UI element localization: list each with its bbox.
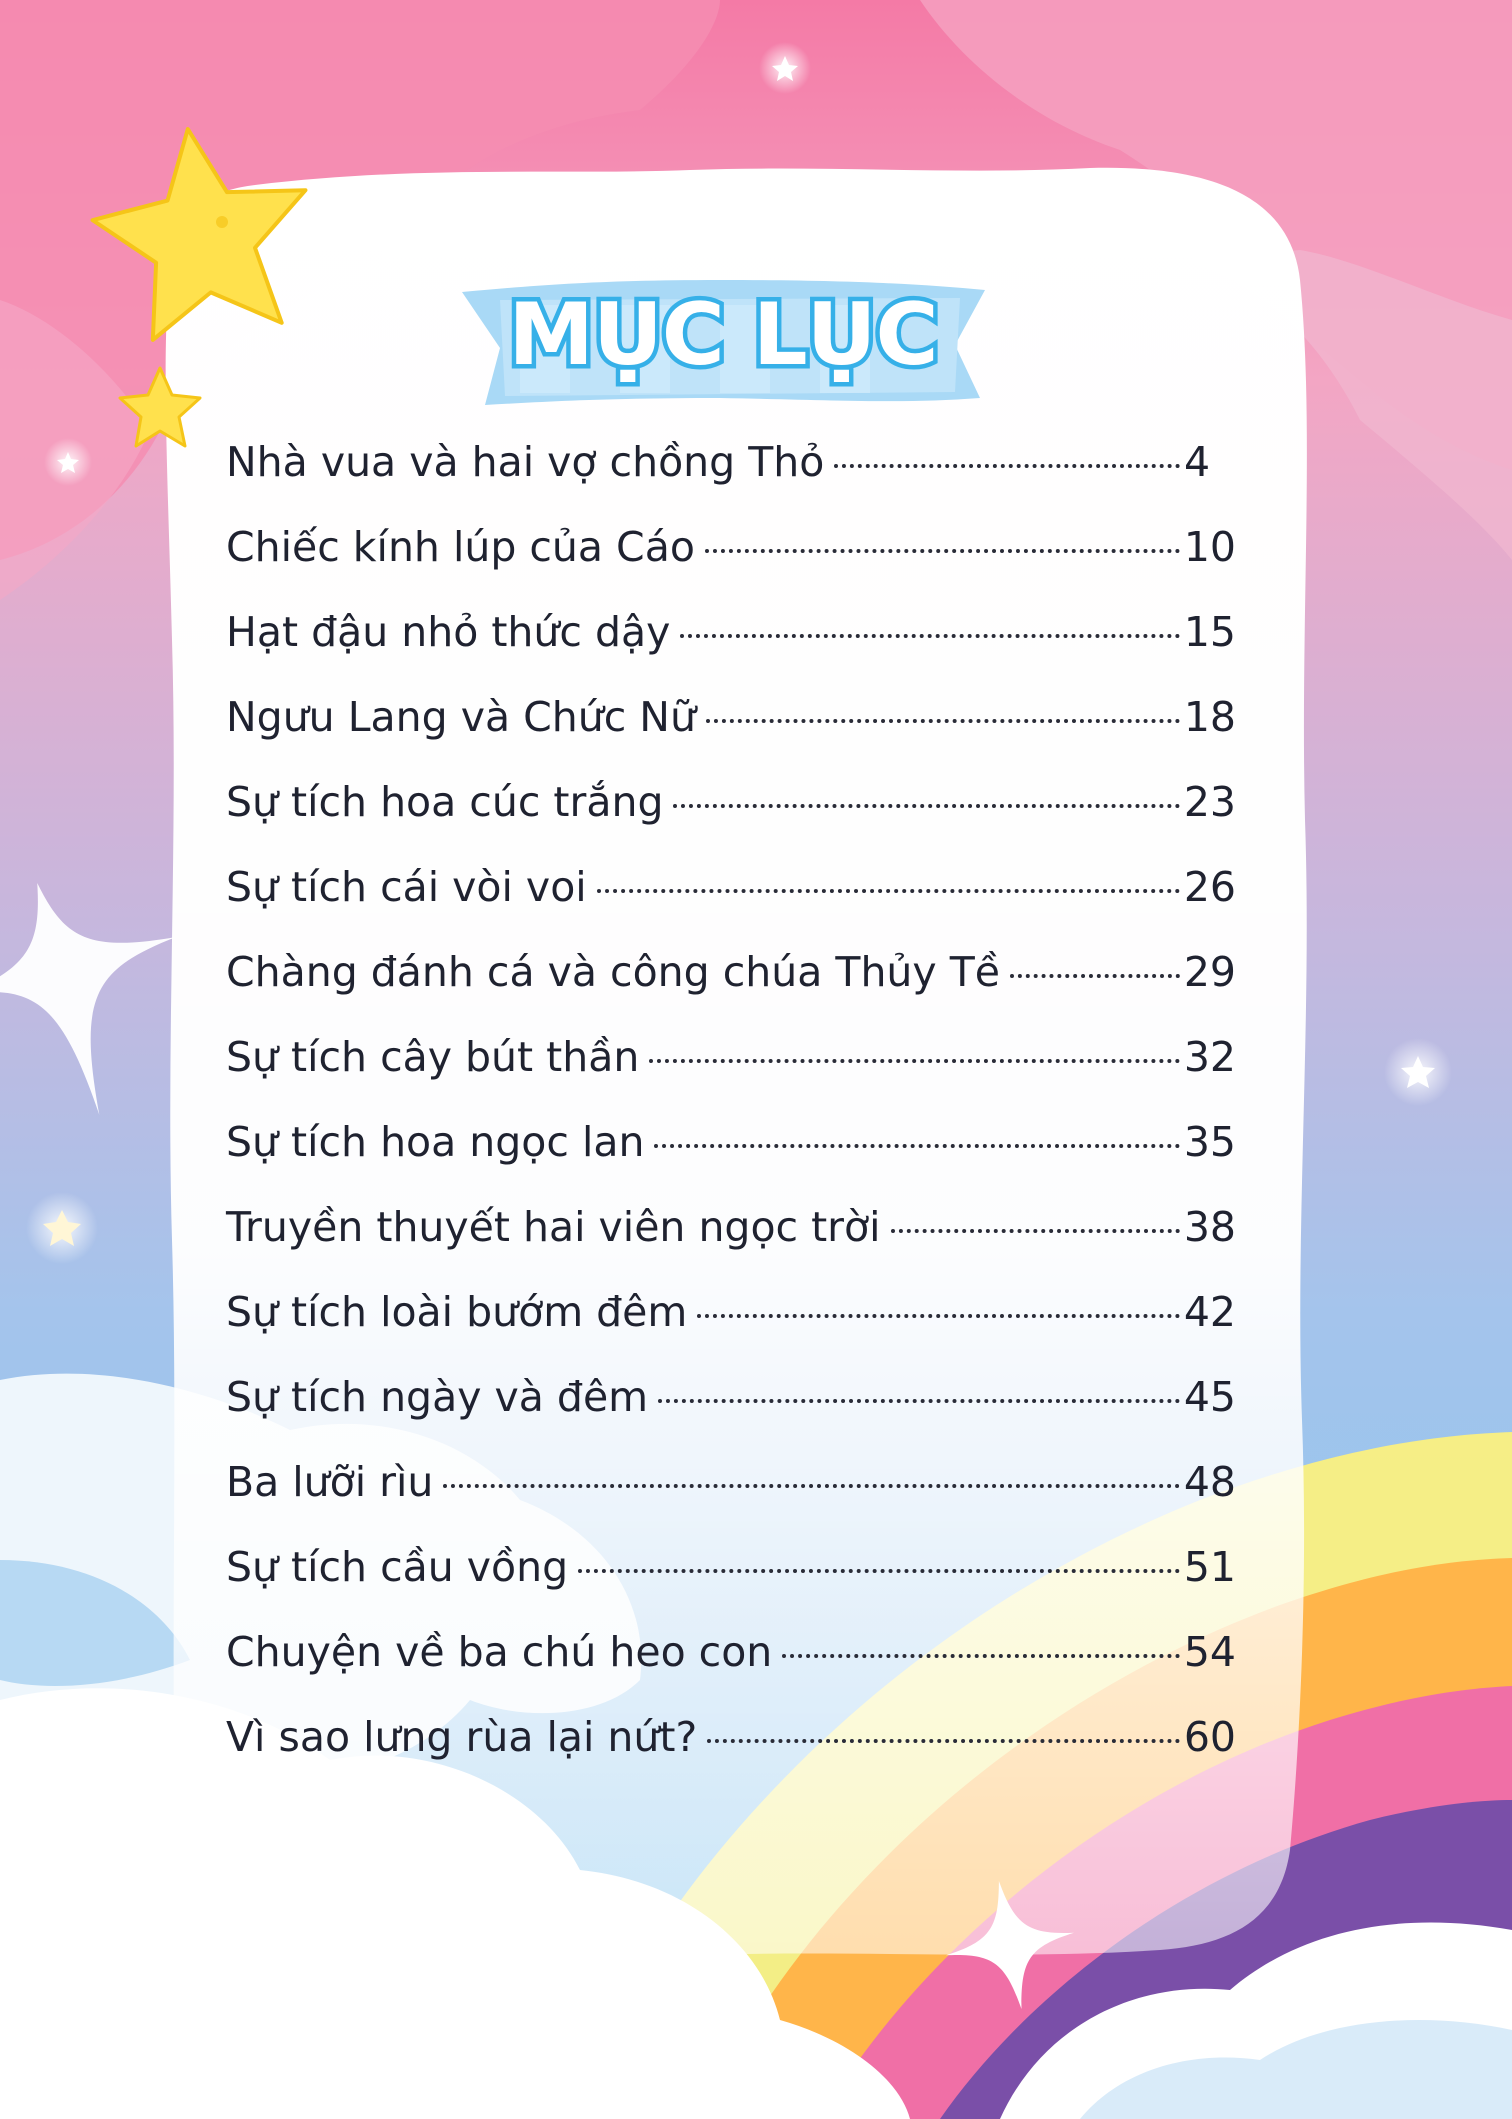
sparkle-icon bbox=[759, 42, 811, 94]
toc-entry-title: Ngưu Lang và Chức Nữ bbox=[226, 693, 696, 741]
toc-entry[interactable] bbox=[226, 1033, 1236, 1118]
toc-entry-title: Sự tích cây bút thần bbox=[226, 1033, 640, 1081]
toc-entry-title: Nhà vua và hai vợ chồng Thỏ bbox=[226, 438, 825, 486]
toc-entry-title: Chàng đánh cá và công chúa Thủy Tề bbox=[226, 948, 1000, 996]
dot-leader bbox=[782, 1654, 1180, 1658]
toc-entry-page-number: 4 bbox=[1184, 438, 1211, 486]
sparkle-icon bbox=[1384, 1038, 1452, 1106]
toc-entry-page-number: 32 bbox=[1183, 1033, 1236, 1081]
toc-entry-page-number: 23 bbox=[1183, 778, 1236, 826]
dot-leader bbox=[658, 1399, 1180, 1403]
dot-leader bbox=[597, 889, 1180, 893]
toc-entry[interactable] bbox=[226, 1458, 1236, 1543]
toc-entry-page-number: 54 bbox=[1183, 1628, 1236, 1676]
dot-leader bbox=[578, 1569, 1180, 1573]
dot-leader bbox=[834, 464, 1180, 468]
toc-entry-title: Sự tích loài bướm đêm bbox=[226, 1288, 688, 1336]
toc-entry-page-number: 48 bbox=[1183, 1458, 1236, 1506]
toc-entry[interactable] bbox=[226, 438, 1236, 523]
toc-entry-title: Truyền thuyết hai viên ngọc trời bbox=[226, 1203, 881, 1251]
dot-leader bbox=[697, 1314, 1179, 1318]
page-title: MỤC LỤC bbox=[508, 285, 938, 385]
toc-entry-title: Vì sao lưng rùa lại nứt? bbox=[226, 1713, 698, 1761]
toc-entry[interactable] bbox=[226, 1373, 1236, 1458]
toc-entry-page-number: 26 bbox=[1183, 863, 1236, 911]
toc-entry[interactable] bbox=[226, 948, 1236, 1033]
toc-entry[interactable] bbox=[226, 1628, 1236, 1713]
toc-entry-page-number: 42 bbox=[1183, 1288, 1236, 1336]
toc-entry-page-number: 35 bbox=[1183, 1118, 1236, 1166]
toc-entry-title: Sự tích hoa ngọc lan bbox=[226, 1118, 645, 1166]
dot-leader bbox=[891, 1229, 1180, 1233]
toc-entry-page-number: 38 bbox=[1183, 1203, 1236, 1251]
dot-leader bbox=[705, 549, 1180, 553]
toc-entry-title: Chiếc kính lúp của Cáo bbox=[226, 523, 695, 571]
toc-entry-page-number: 10 bbox=[1183, 523, 1236, 571]
toc-entry[interactable] bbox=[226, 1288, 1236, 1373]
toc-entry-page-number: 51 bbox=[1183, 1543, 1236, 1591]
dot-leader bbox=[649, 1059, 1180, 1063]
toc-entry[interactable] bbox=[226, 1543, 1236, 1628]
toc-entry-page-number: 18 bbox=[1183, 693, 1236, 741]
toc-entry[interactable] bbox=[226, 608, 1236, 693]
dot-leader bbox=[443, 1484, 1179, 1488]
toc-entry-page-number: 60 bbox=[1183, 1713, 1236, 1761]
dot-leader bbox=[654, 1144, 1179, 1148]
dot-leader bbox=[706, 719, 1180, 723]
toc-entry-title: Ba lưỡi rìu bbox=[226, 1458, 434, 1506]
toc-entry-title: Hạt đậu nhỏ thức dậy bbox=[226, 608, 671, 656]
toc-entry-title: Sự tích cái vòi voi bbox=[226, 863, 587, 911]
toc-entry-title: Sự tích ngày và đêm bbox=[226, 1373, 649, 1421]
toc-entry-page-number: 29 bbox=[1183, 948, 1236, 996]
sparkle-icon bbox=[44, 438, 92, 486]
dot-leader bbox=[673, 804, 1179, 808]
toc-entry-page-number: 45 bbox=[1183, 1373, 1236, 1421]
toc-list bbox=[226, 438, 1236, 1798]
dot-leader bbox=[680, 634, 1179, 638]
dot-leader bbox=[1010, 974, 1180, 978]
toc-entry[interactable] bbox=[226, 778, 1236, 863]
toc-entry-title: Chuyện về ba chú heo con bbox=[226, 1628, 773, 1676]
dot-leader bbox=[707, 1739, 1180, 1743]
toc-entry[interactable] bbox=[226, 863, 1236, 948]
sparkle-icon bbox=[26, 1192, 98, 1264]
toc-entry[interactable] bbox=[226, 523, 1236, 608]
toc-entry[interactable] bbox=[226, 1118, 1236, 1203]
toc-entry[interactable] bbox=[226, 1203, 1236, 1288]
toc-entry[interactable] bbox=[226, 693, 1236, 778]
toc-entry-title: Sự tích cầu vồng bbox=[226, 1543, 569, 1591]
toc-entry[interactable] bbox=[226, 1713, 1236, 1798]
toc-entry-page-number: 15 bbox=[1183, 608, 1236, 656]
toc-entry-title: Sự tích hoa cúc trắng bbox=[226, 778, 664, 826]
